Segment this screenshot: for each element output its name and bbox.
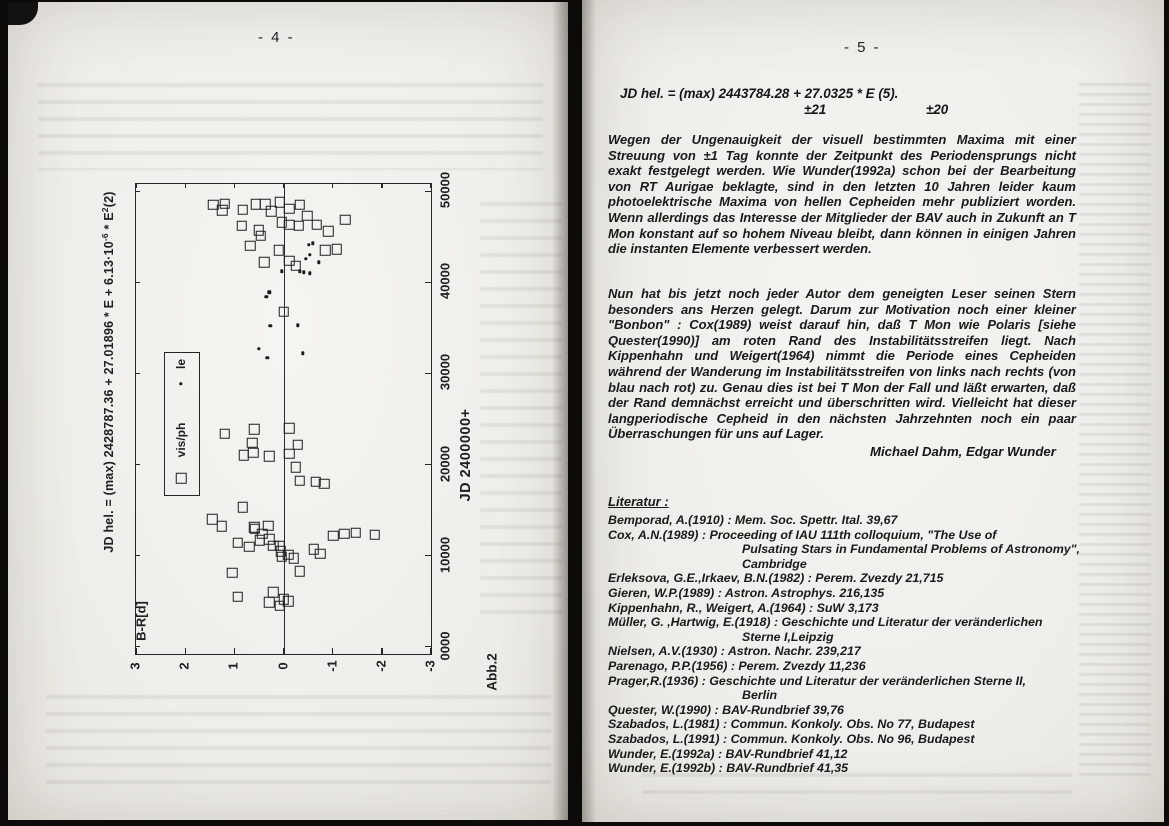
jd-tick [136, 373, 140, 374]
reference-entry: Wunder, E.(1992a) : BAV-Rundbrief 41,12 [608, 746, 848, 761]
jd-tick [425, 282, 431, 283]
data-point-visph [266, 206, 277, 217]
data-point-visph [315, 549, 326, 560]
data-point-visph [256, 231, 267, 242]
x-tick [135, 648, 136, 654]
x-tick [332, 184, 333, 188]
jd-tick [136, 191, 140, 192]
reference-entry: Erleksova, G.E.,Irkaev, B.N.(1982) : Perem. Zvezdy 21,715 [608, 571, 944, 586]
x-tick [283, 648, 284, 654]
data-point-visph [227, 568, 238, 579]
data-point-visph [320, 245, 331, 256]
paragraph-motivation: Nun hat bis jetzt noch jeder Autor dem geneigten Leser seinen Stern besonders ans Herzen gelegt. Darum zur Motivation noch einer kleiner "Bonbon" : Cox(1989) weist darauf hin, daß T Mon wie Polaris [siehe Quester(1990)] am roten Rand des Instabilitätsstreifen liegt. Nach Kippenhahn und Weigert(1964) nimmt die Periode eines Cepheiden während der Wanderung im Instabilitätsstreifen von links nach rechts (von blau nach rot) zu. Genau dies ist bei T Mon der Fall und läßt erwarten, daß der Rand demnächst erreicht und überschritten wird. Vielleicht hat dieser langperiodische Cepheid in den nächsten Jahrzehnten noch ein paar Überraschungen für uns auf Lager. [608, 286, 1076, 442]
elements-formula: JD hel. = (max) 2443784.28 + 27.0325 * E (5). [620, 86, 899, 101]
data-point-visph [328, 530, 339, 541]
formula-uncertainty-1: ±21 [804, 102, 827, 117]
data-point-visph [278, 306, 289, 317]
reference-entry: Szabados, L.(1981) : Commun. Konkoly. Obs. No 77, Budapest [608, 717, 975, 732]
x-tick [135, 184, 136, 188]
left-page: - 4 - JD hel. = (max) $2428787.36 + 27.01896 * E + 6.13\cdot 10^{-6} * E^2(2)$ B-R[d] le vis/ph JD 2400000+ Abb.2 3 2 1 0 -1 -2 -3 0000 10000 20000 30000 40000 50000 [8, 2, 568, 820]
data-point-visph [294, 476, 305, 487]
data-point-visph [249, 424, 260, 435]
data-point-le [268, 291, 271, 294]
reference-list [608, 513, 1096, 776]
data-point-visph [323, 226, 334, 237]
reference-continuation: Berlin [742, 688, 778, 703]
x-tick [430, 184, 431, 188]
paragraph-accuracy: Wegen der Ungenauigkeit der visuell bestimmten Maxima mit einer Streuung von ±1 Tag konnte der Zeitpunkt des Periodensprungs nicht exakt festgelegt werden. Wie Wunder(1992a) schon bei der Bearbeitung von RT Aurigae beklagte, sind in den letzten 10 Jahren leider kaum photoelektrische Maxima von hellen Cepheiden mehr publiziert worden. Wenn allerdings das Interesse der Mitglieder der BAV auch in Zukunft an T Mon konstant auf so hohem Niveau bleibt, dann können in einigen Jahren die instanten Elemente verbessert werden. [608, 132, 1076, 257]
data-point-visph [370, 529, 381, 540]
data-point-visph [248, 447, 259, 458]
author-signature: Michael Dahm, Edgar Wunder [870, 444, 1056, 459]
literature-heading: Literatur : [608, 494, 669, 509]
data-point-visph [340, 214, 351, 225]
data-point-visph [233, 538, 244, 549]
data-point-visph [264, 451, 275, 462]
x-tick [332, 648, 333, 654]
data-point-le [311, 242, 314, 245]
scan-artifact-corner [8, 2, 38, 25]
reference-entry: Parenago, P.P.(1956) : Perem. Zvezdy 11,236 [608, 658, 866, 673]
x-tick [234, 648, 235, 654]
x-tick [283, 184, 284, 188]
data-point-visph [237, 502, 248, 513]
data-point-le [307, 243, 310, 246]
data-point-visph [284, 448, 295, 459]
jd-tick [425, 191, 431, 192]
data-point-le [304, 257, 307, 260]
data-point-visph [237, 205, 248, 216]
data-point-visph [216, 521, 227, 532]
data-point-visph [294, 200, 305, 211]
reference-entry: Prager,R.(1936) : Geschichte und Literatur der veränderlichen Sterne II, [608, 673, 1026, 688]
data-point-visph [268, 587, 279, 598]
jd-tick [425, 555, 431, 556]
reference-entry: Gieren, W.P.(1989) : Astron. Astrophys. 216,135 [608, 585, 885, 600]
data-point-le [296, 323, 299, 326]
jd-tick [425, 373, 431, 374]
jd-tick [136, 555, 140, 556]
x-tick [185, 648, 186, 654]
legend-square-marker [176, 473, 187, 484]
formula-uncertainty-2: ±20 [926, 102, 949, 117]
reference-entry: Cox, A.N.(1989) : Proceeding of IAU 111th colloquium, "The Use of [608, 527, 997, 542]
data-point-le [317, 261, 320, 264]
data-point-visph [247, 437, 258, 448]
x-tick [381, 648, 382, 654]
reference-continuation: Sterne I,Leipzig [742, 629, 834, 644]
data-point-visph [319, 478, 330, 489]
data-point-visph [284, 423, 295, 434]
reference-continuation: Pulsating Stars in Fundamental Problems of Astronomy", [742, 542, 1080, 557]
data-point-visph [274, 600, 285, 611]
data-point-le [269, 324, 272, 327]
x-tick [430, 648, 431, 654]
data-point-le [301, 352, 304, 355]
x-tick [185, 184, 186, 188]
data-point-le [308, 272, 311, 275]
page-number-left: - 4 - [258, 29, 295, 46]
jd-tick [425, 646, 431, 647]
x-tick [234, 184, 235, 188]
reference-entry: Müller, G. ,Hartwig, E.(1918) : Geschichte und Literatur der veränderlichen [608, 615, 1043, 630]
data-point-visph [312, 220, 323, 231]
reference-entry: Wunder, E.(1992b) : BAV-Rundbrief 41,35 [608, 761, 849, 776]
data-point-visph [244, 541, 255, 552]
data-point-visph [263, 520, 274, 531]
jd-tick [425, 464, 431, 465]
data-point-visph [217, 205, 228, 216]
data-point-visph [245, 241, 256, 252]
data-point-visph [264, 597, 275, 608]
right-page [582, 0, 1164, 822]
data-point-visph [331, 244, 342, 255]
data-point-visph [219, 428, 230, 439]
data-point-visph [233, 591, 244, 602]
reference-entry: Quester, W.(1990) : BAV-Rundbrief 39,76 [608, 702, 844, 717]
data-point-visph [293, 221, 304, 232]
data-point-le [308, 253, 311, 256]
data-point-visph [236, 221, 247, 232]
bleedthrough-text [46, 690, 551, 796]
data-point-le [265, 295, 268, 298]
bleedthrough-text [480, 197, 562, 627]
page-number-right: - 5 - [844, 39, 881, 56]
data-point-visph [259, 257, 270, 268]
data-point-visph [339, 529, 350, 540]
data-point-visph [351, 528, 362, 539]
jd-tick [136, 464, 140, 465]
data-point-visph [291, 462, 302, 473]
data-point-le [266, 356, 269, 359]
bleedthrough-text [38, 78, 543, 170]
data-point-le [298, 270, 301, 273]
jd-tick [136, 282, 140, 283]
data-point-visph [289, 553, 300, 564]
reference-entry: Bemporad, A.(1910) : Mem. Soc. Spettr. Ital. 39,67 [608, 513, 898, 527]
data-point-le [257, 347, 260, 350]
reference-continuation: Cambridge [742, 556, 807, 571]
reference-entry: Nielsen, A.V.(1930) : Astron. Nachr. 239,217 [608, 644, 861, 659]
reference-entry: Kippenhahn, R., Weigert, A.(1964) : SuW 3,173 [608, 600, 879, 615]
data-point-visph [294, 566, 305, 577]
jd-tick [136, 646, 140, 647]
data-point-visph [273, 245, 284, 256]
x-tick [381, 184, 382, 188]
data-point-visph [284, 203, 295, 214]
data-point-le [302, 271, 305, 274]
reference-entry: Szabados, L.(1991) : Commun. Konkoly. Obs. No 96, Budapest [608, 731, 975, 746]
